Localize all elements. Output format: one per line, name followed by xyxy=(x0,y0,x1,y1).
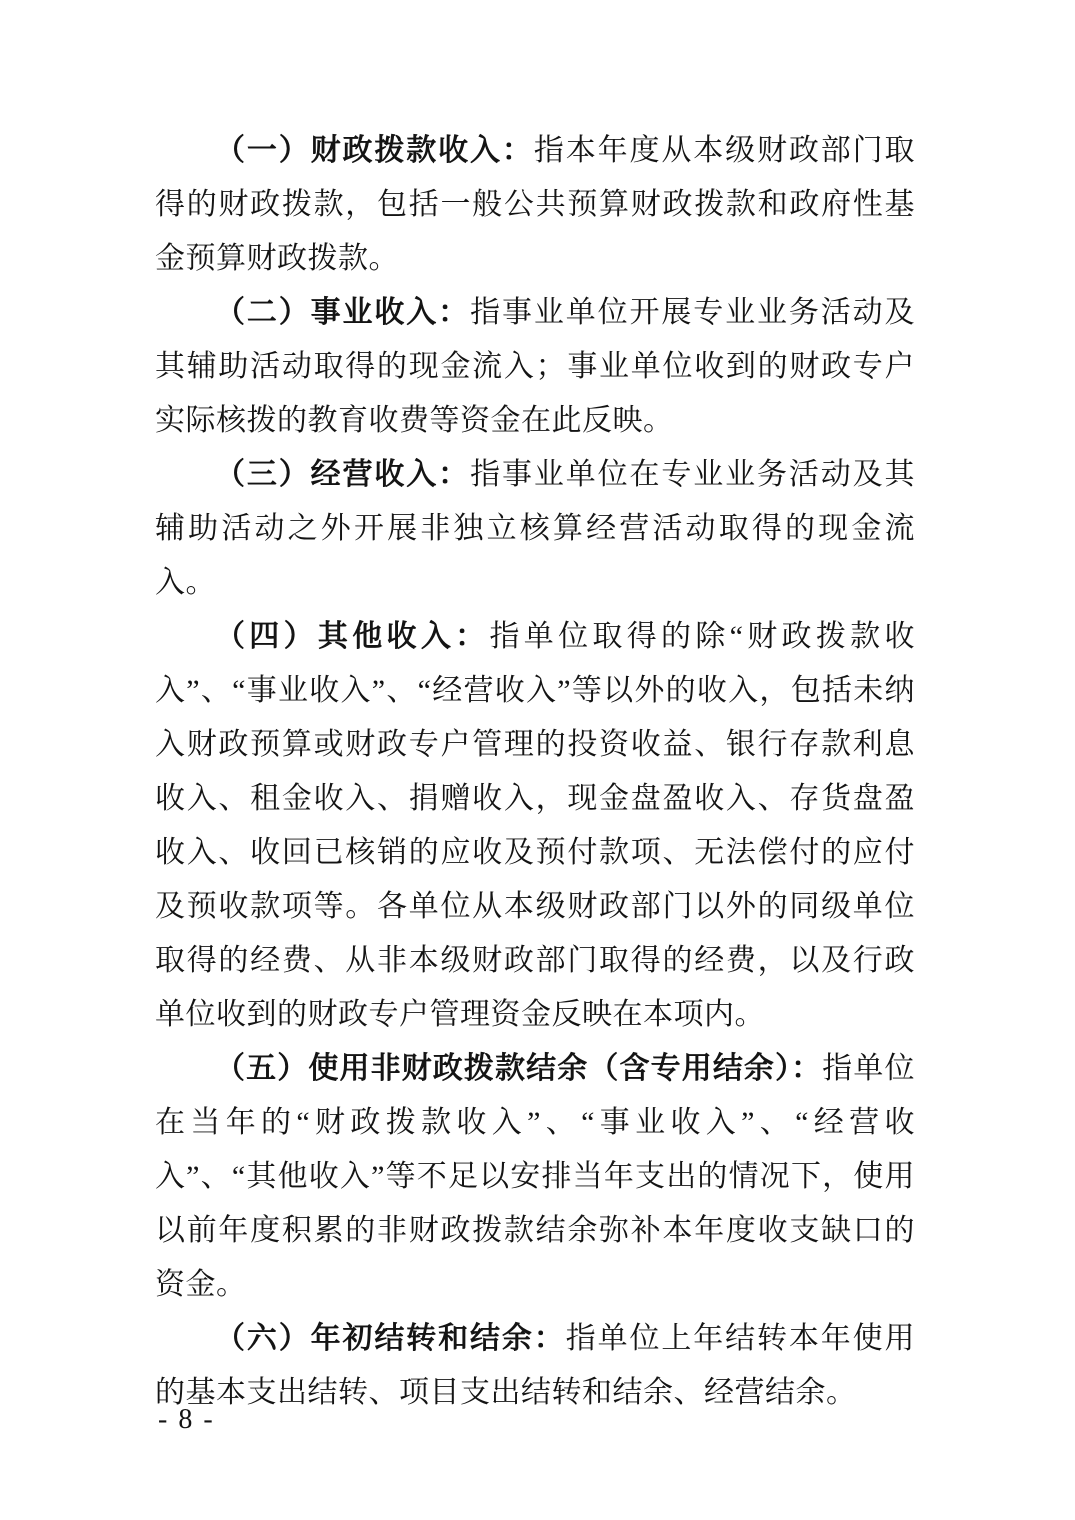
paragraph-3-body: 指事业单位在专业业务活动及其辅助活动之外开展非独立核算经营活动取得的现金流入。 xyxy=(155,458,916,599)
paragraph-6-body: 指单位上年结转本年使用的基本支出结转、项目支出结转和结余、经营结余。 xyxy=(155,1322,916,1409)
paragraph-4-heading: （四）其他收入： xyxy=(215,620,490,653)
paragraph-6-heading: （六）年初结转和结余： xyxy=(215,1322,566,1355)
paragraph-carryover-and-surplus xyxy=(155,1312,915,1420)
paragraph-4-body: 指单位取得的除“财政拨款收入”、“事业收入”、“经营收入”等以外的收入，包括未纳入财政预算或财政专户管理的投资收益、银行存款利息收入、租金收入、捐赠收入，现金盘盈收入、存货盘盈收入、收回已核销的应收及预付款项、无法偿付的应付及预收款项等。各单位从本级财政部门以外的同级单位取得的经费、从非本级财政部门取得的经费，以及行政单位收到的财政专户管理资金反映在本项内。 xyxy=(155,620,915,1031)
paragraph-operating-income xyxy=(155,448,915,610)
paragraph-business-income xyxy=(155,286,915,448)
paragraph-2-body: 指事业单位开展专业业务活动及其辅助活动取得的现金流入；事业单位收到的财政专户实际核拨的教育收费等资金在此反映。 xyxy=(155,296,916,437)
paragraph-2-heading: （二）事业收入： xyxy=(215,296,471,329)
paragraph-other-income xyxy=(155,610,915,1042)
paragraph-1-body: 指本年度从本级财政部门取得的财政拨款，包括一般公共预算财政拨款和政府性基金预算财政拨款。 xyxy=(155,134,916,275)
page-number: - 8 - xyxy=(158,1404,215,1435)
paragraph-non-fiscal-surplus-usage xyxy=(155,1042,915,1312)
paragraph-fiscal-appropriation-income xyxy=(155,124,915,286)
paragraph-3-heading: （三）经营收入： xyxy=(215,458,471,491)
paragraph-1-heading: （一）财政拨款收入： xyxy=(215,134,534,167)
paragraph-5-heading: （五）使用非财政拨款结余（含专用结余）： xyxy=(215,1052,823,1085)
document-body xyxy=(155,124,915,1420)
paragraph-5-body: 指单位在当年的“财政拨款收入”、“事业收入”、“经营收入”、“其他收入”等不足以安排当年支出的情况下，使用以前年度积累的非财政拨款结余弥补本年度收支缺口的资金。 xyxy=(155,1052,916,1301)
